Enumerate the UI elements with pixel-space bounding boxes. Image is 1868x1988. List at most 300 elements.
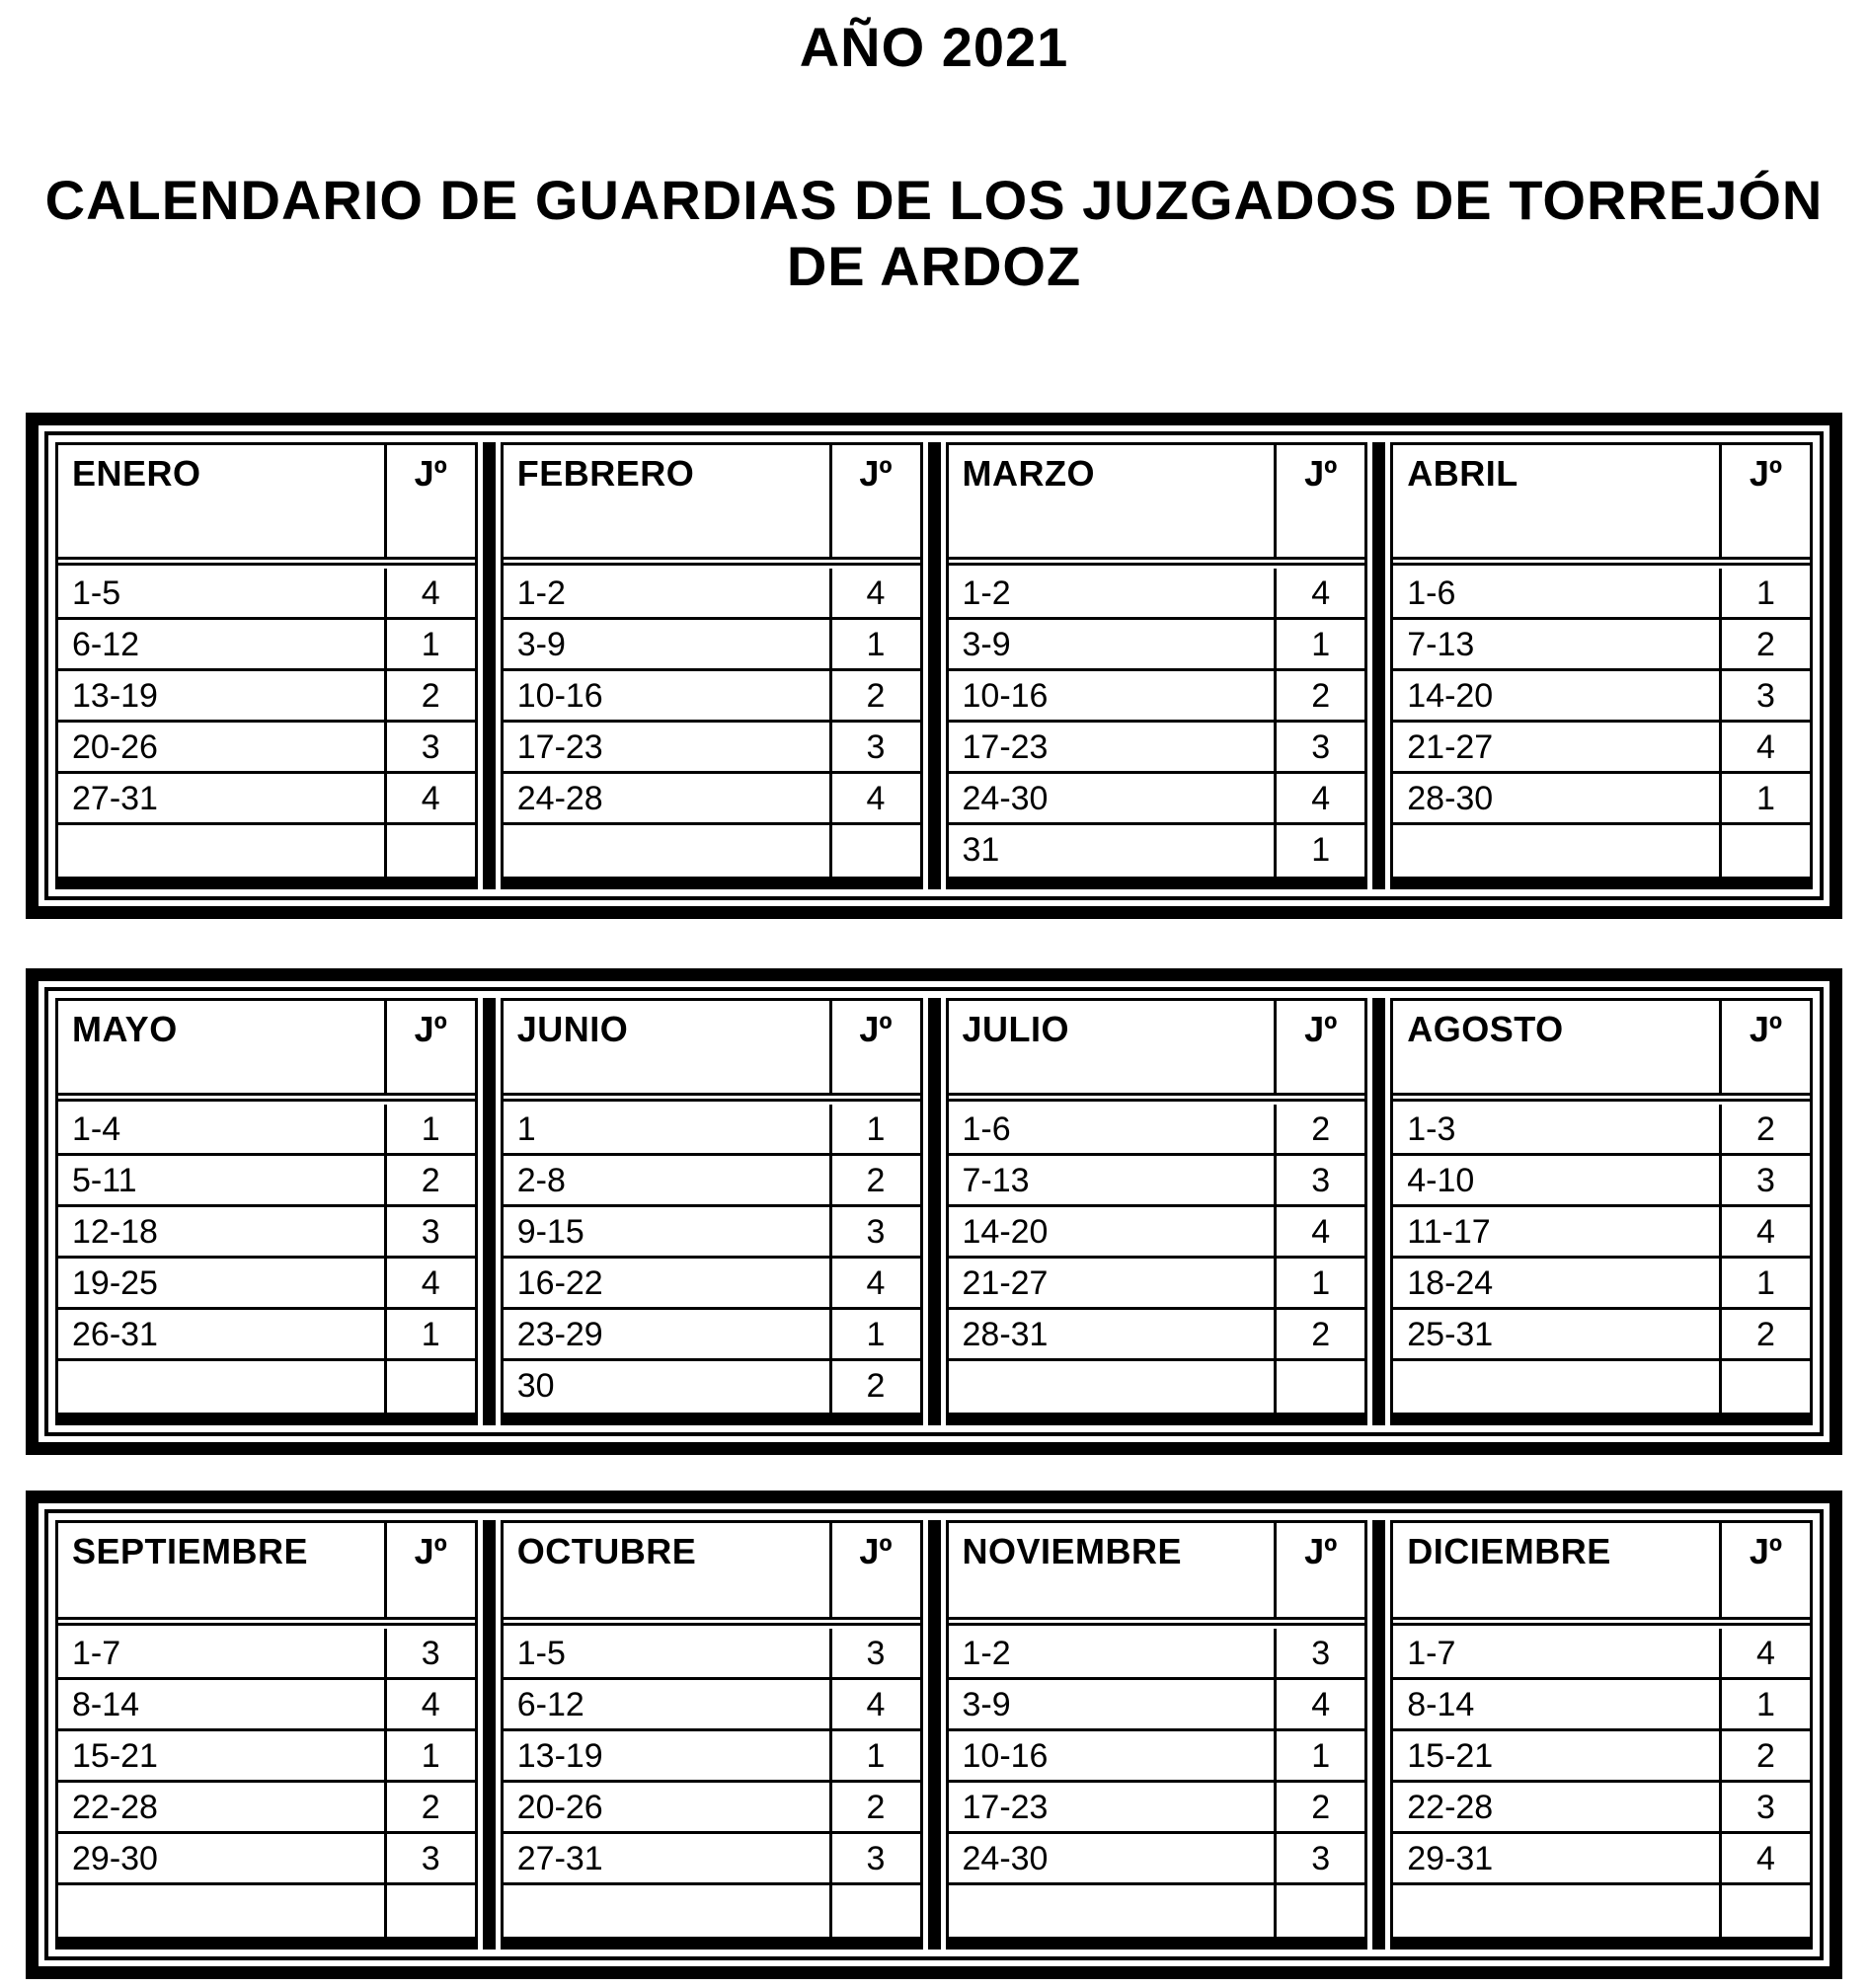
date-range-cell: 31 <box>962 830 1000 869</box>
month-block <box>55 998 478 1425</box>
header-double-rule <box>949 1096 1365 1105</box>
court-number-cell: 3 <box>829 723 920 771</box>
date-range-cell: 3-9 <box>516 625 566 663</box>
court-number-cell <box>829 1885 920 1937</box>
date-range-cell <box>1393 1885 1719 1937</box>
date-range-cell <box>949 1361 1275 1413</box>
court-number-cell: 1 <box>829 1105 920 1153</box>
guard-week-row <box>1393 1731 1810 1783</box>
guard-week-row <box>949 1783 1365 1834</box>
date-range-cell: 12-18 <box>72 1212 158 1251</box>
block-divider-bar <box>928 442 941 889</box>
court-number-cell: 1 <box>829 1731 920 1780</box>
date-range-cell: 24-30 <box>962 1839 1049 1877</box>
date-range-cell: 22-28 <box>72 1788 158 1826</box>
guard-week-row <box>504 1885 920 1937</box>
date-range-cell: 6-12 <box>516 1685 584 1723</box>
month-header-cell: MARZO <box>962 452 1095 494</box>
table-inner-frame <box>44 1509 1824 1960</box>
month-header-row <box>949 1523 1365 1620</box>
date-range-cell: 1-7 <box>1407 1634 1456 1672</box>
guard-week-row <box>949 1105 1365 1156</box>
guard-week-row <box>58 1885 475 1937</box>
month-block <box>501 998 923 1425</box>
guard-week-row <box>1393 1156 1810 1207</box>
court-number-cell: 1 <box>1274 1731 1364 1780</box>
date-range-cell: 26-31 <box>72 1315 158 1353</box>
court-header-cell: Jº <box>1274 1001 1364 1093</box>
block-divider-bar <box>928 1520 941 1950</box>
court-number-cell <box>1719 1885 1810 1937</box>
date-range-cell: 10-16 <box>962 676 1049 715</box>
guard-week-row <box>949 1310 1365 1361</box>
court-number-cell: 4 <box>1719 1834 1810 1882</box>
court-number-cell: 4 <box>1274 1207 1364 1256</box>
guard-week-row <box>58 620 475 671</box>
date-range-cell: 1-2 <box>962 573 1011 612</box>
month-block <box>55 442 478 889</box>
header-double-rule <box>1393 1620 1810 1629</box>
block-bottom-bar <box>1393 1937 1810 1950</box>
court-number-cell: 1 <box>1274 825 1364 877</box>
date-range-cell: 9-15 <box>516 1212 584 1251</box>
court-header-cell: Jº <box>1719 1523 1810 1617</box>
date-range-cell: 14-20 <box>962 1212 1049 1251</box>
table-outer-frame <box>26 413 1842 919</box>
guard-week-row <box>1393 1361 1810 1413</box>
guard-week-row <box>504 620 920 671</box>
month-header-cell: ABRIL <box>1407 452 1518 494</box>
date-range-cell: 1-2 <box>516 573 566 612</box>
guard-week-row <box>1393 774 1810 825</box>
block-bottom-bar <box>504 1413 920 1425</box>
month-header-row <box>58 1001 475 1096</box>
guard-week-row <box>504 723 920 774</box>
date-range-cell: 17-23 <box>962 1788 1049 1826</box>
guard-calendar-table-may-aug <box>26 968 1842 1455</box>
date-range-cell: 14-20 <box>1407 676 1494 715</box>
date-range-cell <box>58 1361 384 1413</box>
court-number-cell: 4 <box>829 569 920 617</box>
court-header-cell: Jº <box>1274 445 1364 557</box>
document-subtitle-line-1: CALENDARIO DE GUARDIAS DE LOS JUZGADOS DE TORREJÓN <box>44 169 1824 232</box>
block-divider-bar <box>483 1520 496 1950</box>
date-range-cell: 20-26 <box>72 727 158 766</box>
court-number-cell: 3 <box>1719 671 1810 720</box>
court-number-cell: 4 <box>1274 774 1364 822</box>
guard-week-row <box>1393 569 1810 620</box>
date-range-cell: 15-21 <box>72 1736 158 1775</box>
date-range-cell <box>1393 825 1719 877</box>
date-range-cell: 23-29 <box>516 1315 603 1353</box>
guard-week-row <box>58 1731 475 1783</box>
court-number-cell: 2 <box>1719 1310 1810 1358</box>
date-range-cell: 8-14 <box>1407 1685 1475 1723</box>
month-block <box>1390 998 1813 1425</box>
header-double-rule <box>58 560 475 569</box>
table-inner-frame <box>44 987 1824 1436</box>
date-range-cell: 29-30 <box>72 1839 158 1877</box>
date-range-cell: 10-16 <box>516 676 603 715</box>
guard-week-row <box>504 671 920 723</box>
header-double-rule <box>949 1620 1365 1629</box>
date-range-cell <box>504 1885 829 1937</box>
court-number-cell <box>1274 1361 1364 1413</box>
guard-week-row <box>504 1310 920 1361</box>
date-range-cell: 21-27 <box>1407 727 1494 766</box>
court-number-cell: 3 <box>1274 1834 1364 1882</box>
month-header-cell: ENERO <box>72 452 201 494</box>
guard-week-row <box>504 1834 920 1885</box>
date-range-cell: 27-31 <box>72 779 158 817</box>
court-number-cell: 4 <box>829 1680 920 1728</box>
date-range-cell: 17-23 <box>962 727 1049 766</box>
date-range-cell: 24-30 <box>962 779 1049 817</box>
guard-week-row <box>949 1629 1365 1680</box>
date-range-cell: 25-31 <box>1407 1315 1494 1353</box>
guard-week-row <box>58 1834 475 1885</box>
guard-week-row <box>58 1680 475 1731</box>
court-header-cell: Jº <box>384 1001 475 1093</box>
guard-week-row <box>58 1105 475 1156</box>
month-header-row <box>58 445 475 560</box>
guard-week-row <box>949 1156 1365 1207</box>
court-number-cell: 1 <box>384 620 475 668</box>
court-number-cell: 1 <box>384 1310 475 1358</box>
guard-week-row <box>1393 1885 1810 1937</box>
court-number-cell: 3 <box>829 1834 920 1882</box>
table-outer-frame <box>26 968 1842 1455</box>
court-number-cell: 1 <box>1274 1259 1364 1307</box>
guard-week-row <box>949 723 1365 774</box>
date-range-cell: 3-9 <box>962 625 1011 663</box>
date-range-cell: 4-10 <box>1407 1161 1475 1199</box>
guard-week-row <box>949 1885 1365 1937</box>
guard-week-row <box>949 1361 1365 1413</box>
block-bottom-bar <box>58 1937 475 1950</box>
court-header-cell: Jº <box>829 1523 920 1617</box>
court-number-cell: 2 <box>1274 671 1364 720</box>
guard-week-row <box>58 569 475 620</box>
date-range-cell: 11-17 <box>1407 1212 1491 1251</box>
court-header-cell: Jº <box>1274 1523 1364 1617</box>
date-range-cell: 1-5 <box>72 573 121 612</box>
date-range-cell: 7-13 <box>962 1161 1030 1199</box>
court-number-cell: 1 <box>829 1310 920 1358</box>
court-header-cell: Jº <box>1719 445 1810 557</box>
date-range-cell: 1-5 <box>516 1634 566 1672</box>
guard-week-row <box>504 1680 920 1731</box>
month-header-cell: FEBRERO <box>516 452 695 494</box>
guard-week-row <box>1393 620 1810 671</box>
block-bottom-bar <box>1393 877 1810 889</box>
court-header-cell: Jº <box>829 445 920 557</box>
guard-week-row <box>949 825 1365 877</box>
date-range-cell: 1-6 <box>1407 573 1456 612</box>
date-range-cell: 10-16 <box>962 1736 1049 1775</box>
guard-week-row <box>58 1361 475 1413</box>
guard-week-row <box>1393 1105 1810 1156</box>
date-range-cell: 5-11 <box>72 1161 137 1199</box>
month-blocks-row <box>55 998 1813 1425</box>
guard-week-row <box>1393 1834 1810 1885</box>
header-double-rule <box>504 1620 920 1629</box>
month-block <box>1390 1520 1813 1950</box>
court-number-cell: 4 <box>384 569 475 617</box>
month-header-row <box>504 445 920 560</box>
block-bottom-bar <box>1393 1413 1810 1425</box>
guard-week-row <box>58 1629 475 1680</box>
date-range-cell: 7-13 <box>1407 625 1475 663</box>
guard-week-row <box>58 1156 475 1207</box>
court-number-cell <box>384 1885 475 1937</box>
court-number-cell: 4 <box>829 774 920 822</box>
court-number-cell: 2 <box>829 671 920 720</box>
court-number-cell: 2 <box>1274 1310 1364 1358</box>
court-number-cell <box>829 825 920 877</box>
court-number-cell: 3 <box>1719 1783 1810 1831</box>
court-number-cell: 1 <box>384 1731 475 1780</box>
document-title: AÑO 2021 <box>799 16 1069 78</box>
court-number-cell: 3 <box>1274 723 1364 771</box>
block-bottom-bar <box>504 877 920 889</box>
court-number-cell: 2 <box>384 1783 475 1831</box>
guard-week-row <box>1393 1680 1810 1731</box>
court-number-cell: 4 <box>1274 569 1364 617</box>
date-range-cell: 2-8 <box>516 1161 566 1199</box>
month-header-row <box>1393 1523 1810 1620</box>
date-range-cell: 19-25 <box>72 1263 158 1302</box>
date-range-cell: 1-7 <box>72 1634 121 1672</box>
date-range-cell: 27-31 <box>516 1839 603 1877</box>
guard-week-row <box>504 1783 920 1834</box>
date-range-cell: 13-19 <box>516 1736 603 1775</box>
date-range-cell: 3-9 <box>962 1685 1011 1723</box>
court-number-cell: 3 <box>1274 1156 1364 1204</box>
date-range-cell: 6-12 <box>72 625 140 663</box>
court-number-cell: 1 <box>1719 569 1810 617</box>
court-number-cell: 4 <box>1719 1629 1810 1677</box>
court-header-cell: Jº <box>829 1001 920 1093</box>
court-number-cell: 2 <box>384 1156 475 1204</box>
block-divider-bar <box>483 442 496 889</box>
date-range-cell: 1 <box>516 1109 536 1148</box>
court-number-cell <box>1719 1361 1810 1413</box>
guard-week-row <box>1393 1629 1810 1680</box>
month-header-cell: AGOSTO <box>1407 1008 1564 1049</box>
guard-week-row <box>58 1207 475 1259</box>
guard-week-row <box>58 723 475 774</box>
header-double-rule <box>58 1620 475 1629</box>
guard-week-row <box>949 1680 1365 1731</box>
court-number-cell: 4 <box>384 1680 475 1728</box>
court-header-cell: Jº <box>384 445 475 557</box>
court-number-cell <box>384 825 475 877</box>
court-number-cell: 3 <box>384 1207 475 1256</box>
guard-week-row <box>1393 1259 1810 1310</box>
guard-week-row <box>504 1105 920 1156</box>
court-number-cell: 2 <box>1274 1105 1364 1153</box>
block-divider-bar <box>1372 1520 1385 1950</box>
court-header-cell: Jº <box>384 1523 475 1617</box>
month-header-row <box>949 445 1365 560</box>
date-range-cell: 21-27 <box>962 1263 1049 1302</box>
date-range-cell: 20-26 <box>516 1788 603 1826</box>
date-range-cell: 8-14 <box>72 1685 140 1723</box>
header-double-rule <box>1393 560 1810 569</box>
court-number-cell: 4 <box>1274 1680 1364 1728</box>
guard-week-row <box>1393 671 1810 723</box>
court-number-cell: 1 <box>1719 774 1810 822</box>
court-number-cell: 2 <box>1274 1783 1364 1831</box>
table-inner-frame <box>44 431 1824 900</box>
guard-week-row <box>504 774 920 825</box>
month-header-cell: JUNIO <box>516 1008 629 1049</box>
month-block <box>946 442 1368 889</box>
court-number-cell <box>1719 825 1810 877</box>
guard-week-row <box>58 1783 475 1834</box>
guard-week-row <box>504 569 920 620</box>
month-header-row <box>949 1001 1365 1096</box>
court-number-cell: 2 <box>829 1361 920 1413</box>
month-header-cell: OCTUBRE <box>516 1530 697 1571</box>
month-block <box>1390 442 1813 889</box>
court-number-cell: 3 <box>1274 1629 1364 1677</box>
header-double-rule <box>504 1096 920 1105</box>
month-block <box>501 1520 923 1950</box>
court-number-cell: 1 <box>1719 1259 1810 1307</box>
court-number-cell: 1 <box>384 1105 475 1153</box>
court-number-cell: 3 <box>384 1629 475 1677</box>
guard-week-row <box>949 569 1365 620</box>
month-block <box>946 998 1368 1425</box>
month-header-row <box>1393 1001 1810 1096</box>
court-number-cell: 2 <box>384 671 475 720</box>
guard-week-row <box>58 1259 475 1310</box>
court-number-cell: 3 <box>1719 1156 1810 1204</box>
guard-week-row <box>1393 1783 1810 1834</box>
date-range-cell <box>949 1885 1275 1937</box>
date-range-cell <box>58 825 384 877</box>
guard-week-row <box>949 671 1365 723</box>
guard-week-row <box>949 620 1365 671</box>
header-double-rule <box>504 560 920 569</box>
month-header-row <box>504 1001 920 1096</box>
court-number-cell: 4 <box>384 774 475 822</box>
guard-week-row <box>949 1834 1365 1885</box>
guard-week-row <box>1393 1207 1810 1259</box>
date-range-cell: 15-21 <box>1407 1736 1494 1775</box>
header-double-rule <box>1393 1096 1810 1105</box>
block-bottom-bar <box>58 877 475 889</box>
court-number-cell: 2 <box>829 1156 920 1204</box>
block-bottom-bar <box>949 877 1365 889</box>
month-block <box>501 442 923 889</box>
guard-week-row <box>504 1361 920 1413</box>
block-bottom-bar <box>949 1413 1365 1425</box>
guard-week-row <box>58 825 475 877</box>
court-number-cell: 4 <box>1719 723 1810 771</box>
guard-week-row <box>504 1259 920 1310</box>
date-range-cell: 1-2 <box>962 1634 1011 1672</box>
month-blocks-row <box>55 1520 1813 1950</box>
court-number-cell: 2 <box>1719 620 1810 668</box>
month-header-cell: DICIEMBRE <box>1407 1530 1611 1571</box>
guard-week-row <box>504 1629 920 1680</box>
guard-week-row <box>1393 1310 1810 1361</box>
block-divider-bar <box>483 998 496 1425</box>
guard-week-row <box>58 671 475 723</box>
document-subtitle <box>0 167 1868 299</box>
date-range-cell <box>504 825 829 877</box>
guard-week-row <box>58 1310 475 1361</box>
guard-week-row <box>58 774 475 825</box>
date-range-cell <box>58 1885 384 1937</box>
date-range-cell: 28-31 <box>962 1315 1049 1353</box>
court-header-cell: Jº <box>1719 1001 1810 1093</box>
document-subtitle-line-2: DE ARDOZ <box>786 235 1082 298</box>
court-number-cell: 1 <box>829 620 920 668</box>
month-blocks-row <box>55 442 1813 889</box>
date-range-cell: 13-19 <box>72 676 158 715</box>
month-header-cell: NOVIEMBRE <box>962 1530 1183 1571</box>
guard-week-row <box>949 774 1365 825</box>
guard-week-row <box>949 1259 1365 1310</box>
block-bottom-bar <box>58 1413 475 1425</box>
guard-calendar-table-jan-apr <box>26 413 1842 919</box>
table-outer-frame <box>26 1491 1842 1979</box>
court-number-cell: 3 <box>384 1834 475 1882</box>
guard-week-row <box>1393 723 1810 774</box>
court-number-cell: 4 <box>384 1259 475 1307</box>
court-number-cell: 4 <box>1719 1207 1810 1256</box>
date-range-cell: 28-30 <box>1407 779 1494 817</box>
date-range-cell: 24-28 <box>516 779 603 817</box>
block-divider-bar <box>1372 998 1385 1425</box>
guard-week-row <box>504 825 920 877</box>
guard-week-row <box>949 1731 1365 1783</box>
court-number-cell: 2 <box>1719 1105 1810 1153</box>
month-block <box>55 1520 478 1950</box>
date-range-cell: 22-28 <box>1407 1788 1494 1826</box>
month-header-cell: JULIO <box>962 1008 1070 1049</box>
guard-week-row <box>504 1156 920 1207</box>
date-range-cell: 1-4 <box>72 1109 121 1148</box>
month-header-cell: MAYO <box>72 1008 178 1049</box>
block-divider-bar <box>928 998 941 1425</box>
court-number-cell: 2 <box>1719 1731 1810 1780</box>
guard-week-row <box>504 1207 920 1259</box>
date-range-cell: 16-22 <box>516 1263 603 1302</box>
guard-week-row <box>1393 825 1810 877</box>
month-header-cell: SEPTIEMBRE <box>72 1530 309 1571</box>
court-number-cell: 3 <box>829 1207 920 1256</box>
block-bottom-bar <box>949 1937 1365 1950</box>
court-number-cell: 4 <box>829 1259 920 1307</box>
court-number-cell: 2 <box>829 1783 920 1831</box>
court-number-cell: 3 <box>829 1629 920 1677</box>
month-header-row <box>58 1523 475 1620</box>
block-bottom-bar <box>504 1937 920 1950</box>
guard-week-row <box>504 1731 920 1783</box>
date-range-cell: 29-31 <box>1407 1839 1494 1877</box>
header-double-rule <box>949 560 1365 569</box>
court-number-cell <box>1274 1885 1364 1937</box>
date-range-cell: 30 <box>516 1366 555 1405</box>
month-header-row <box>1393 445 1810 560</box>
court-number-cell: 1 <box>1719 1680 1810 1728</box>
block-divider-bar <box>1372 442 1385 889</box>
